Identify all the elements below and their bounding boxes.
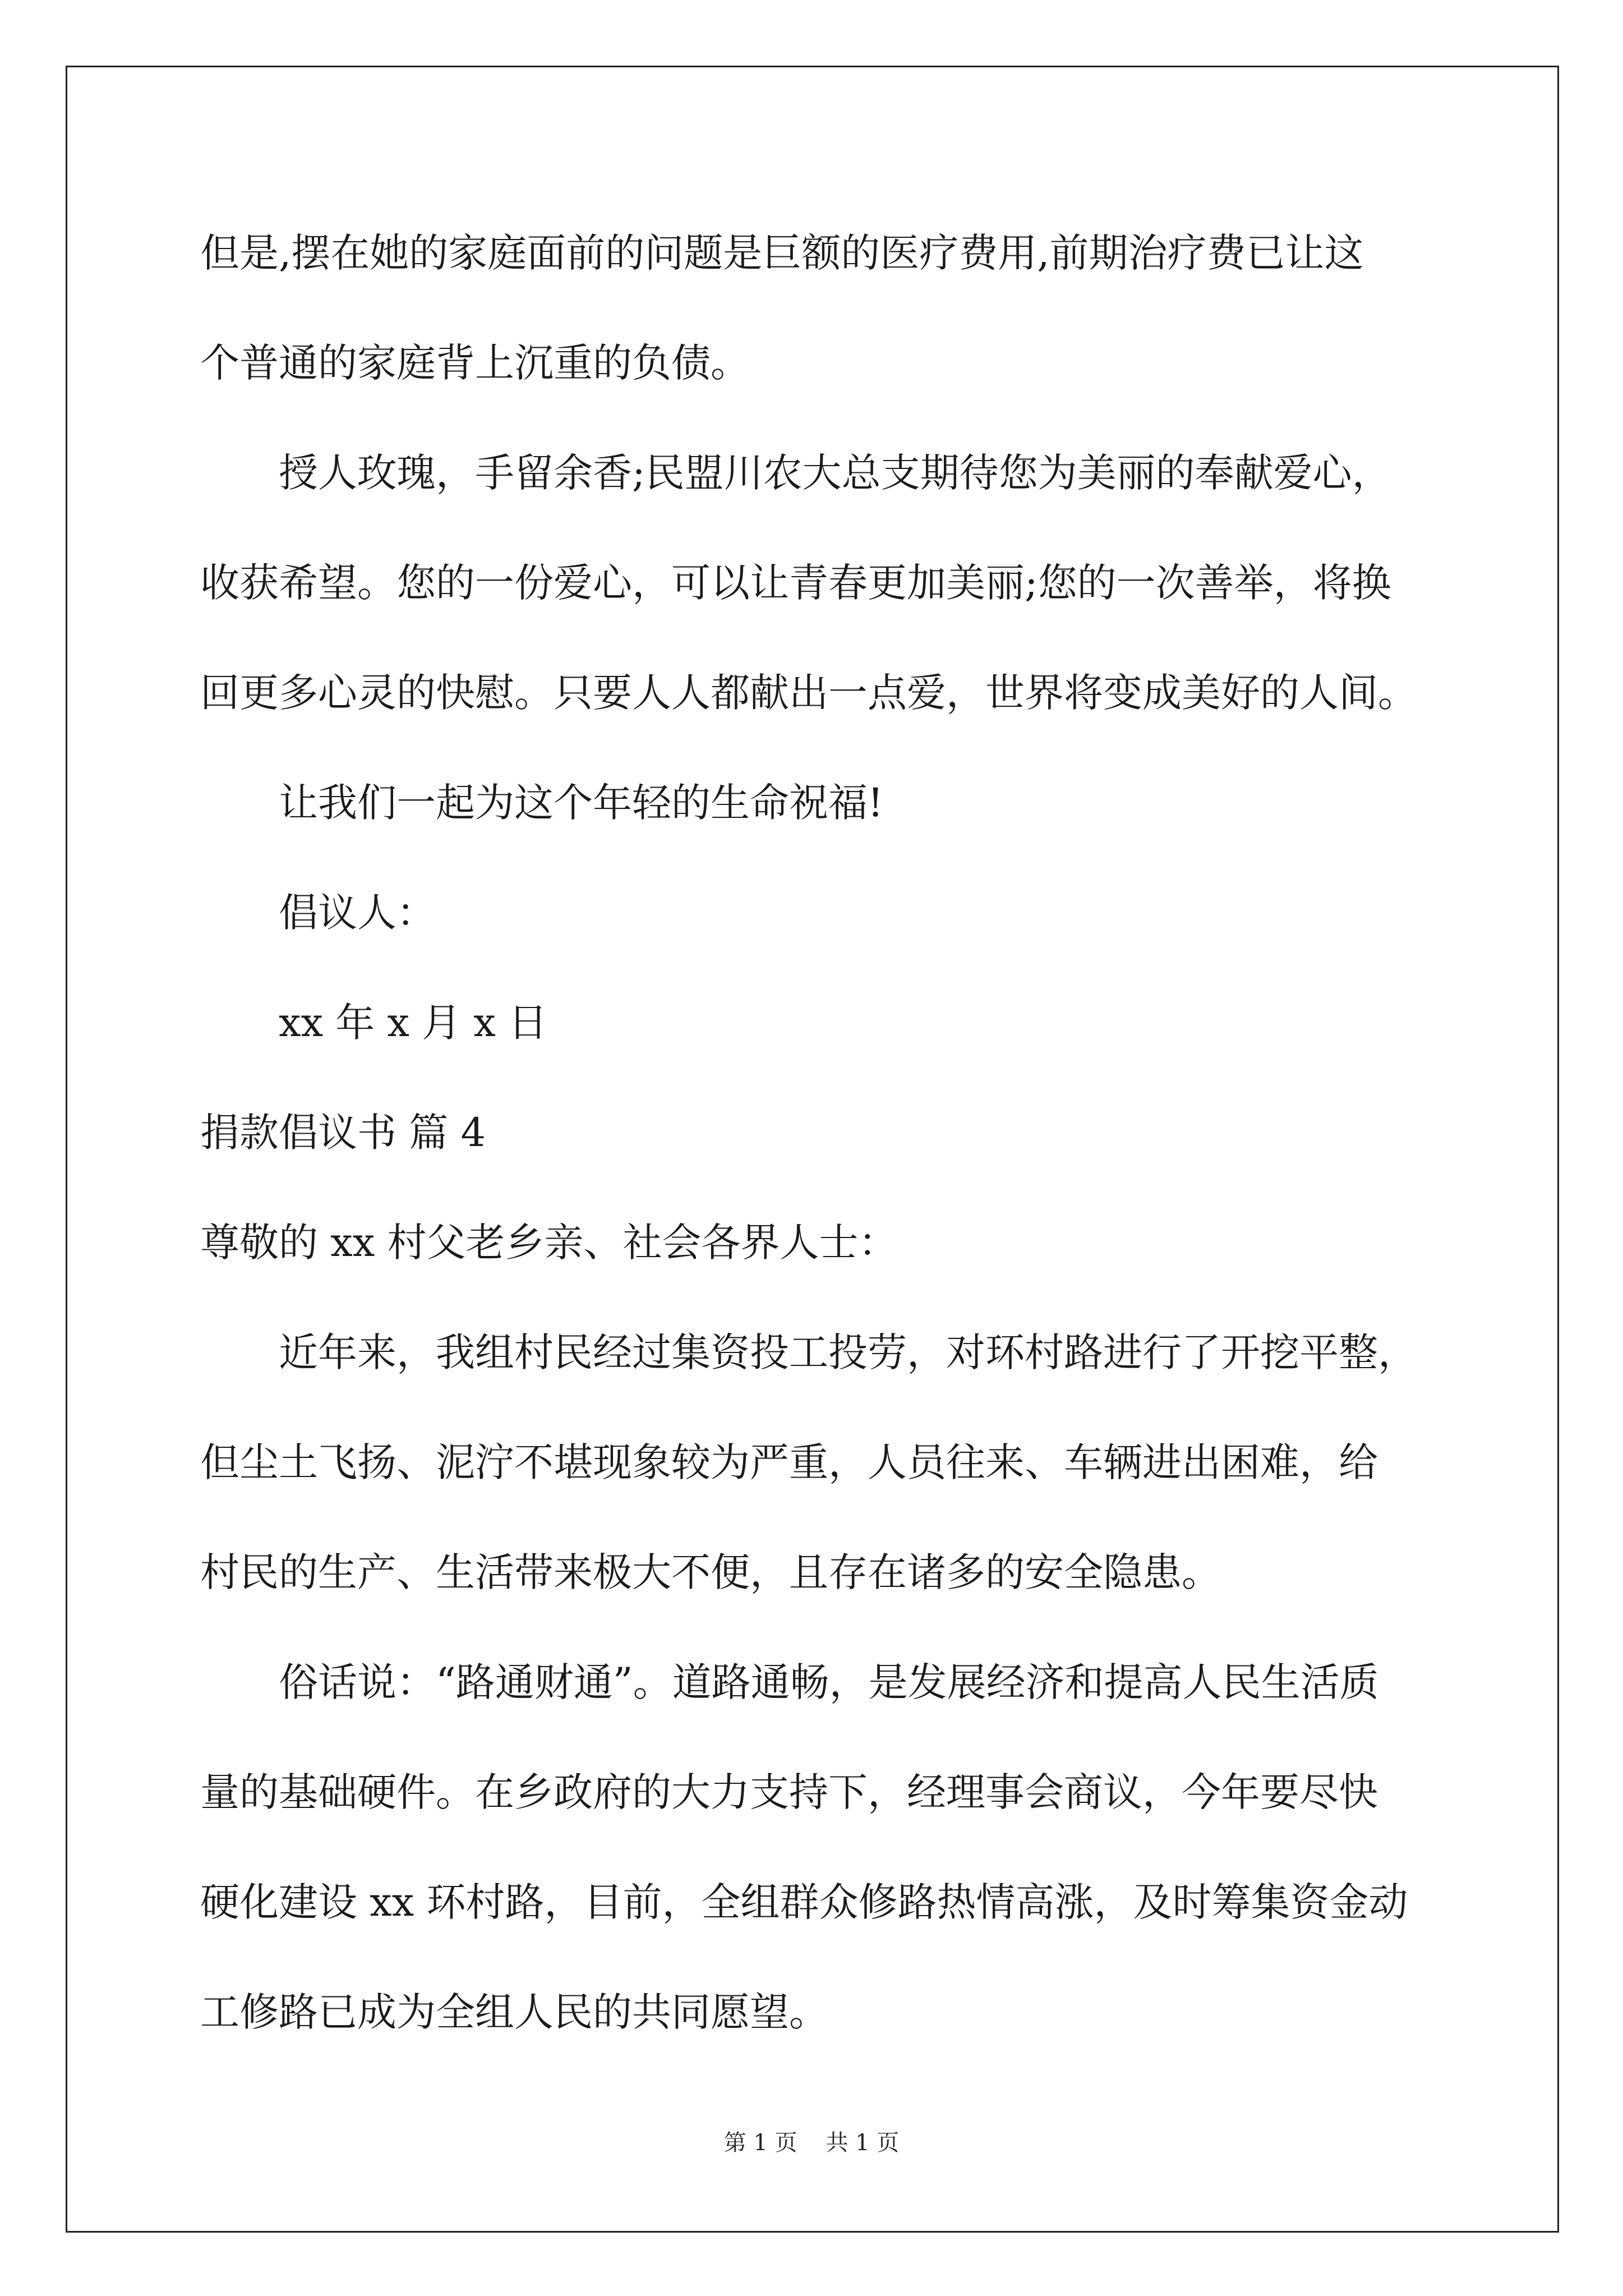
paragraph-line: 个普通的家庭背上沉重的负债。	[200, 340, 750, 386]
paragraph-line: 俗话说：“路通财通”。道路通畅，是发展经济和提高人民生活质	[279, 1659, 1379, 1705]
paragraph-line: 但是,摆在她的家庭面前的问题是巨额的医疗费用,前期治疗费已让这	[200, 230, 1364, 276]
signatory-label: 倡议人：	[279, 890, 436, 936]
paragraph-line: 工修路已成为全组人民的共同愿望。	[200, 1989, 828, 2035]
paragraph-line: 量的基础硬件。在乡政府的大力支持下，经理事会商议，今年要尽快	[200, 1769, 1378, 1815]
paragraph-line: 回更多心灵的快慰。只要人人都献出一点爱，世界将变成美好的人间。	[200, 670, 1417, 716]
page-number-footer: 第 1 页 共 1 页	[723, 2130, 900, 2156]
paragraph-line: 但尘土飞扬、泥泞不堪现象较为严重，人员往来、车辆进出困难，给	[200, 1439, 1378, 1485]
date-line: xx 年 x 月 x 日	[279, 1000, 548, 1046]
paragraph-line: 近年来，我组村民经过集资投工投劳，对环村路进行了开挖平整，	[279, 1329, 1417, 1375]
paragraph-line: 让我们一起为这个年轻的生命祝福!	[279, 780, 884, 826]
salutation: 尊敬的 xx 村父老乡亲、社会各界人士：	[200, 1220, 898, 1266]
paragraph-line: 村民的生产、生活带来极大不便，且存在诸多的安全隐患。	[200, 1549, 1221, 1595]
paragraph-line: 收获希望。您的一份爱心，可以让青春更加美丽;您的一次善举，将换	[200, 560, 1391, 606]
paragraph-line: 硬化建设 xx 环村路，目前，全组群众修路热情高涨，及时筹集资金动	[200, 1879, 1408, 1925]
paragraph-line: 授人玫瑰，手留余香;民盟川农大总支期待您为美丽的奉献爱心，	[279, 450, 1391, 496]
document-body	[200, 222, 1456, 2091]
section-heading: 捐款倡议书 篇 4	[200, 1110, 486, 1156]
